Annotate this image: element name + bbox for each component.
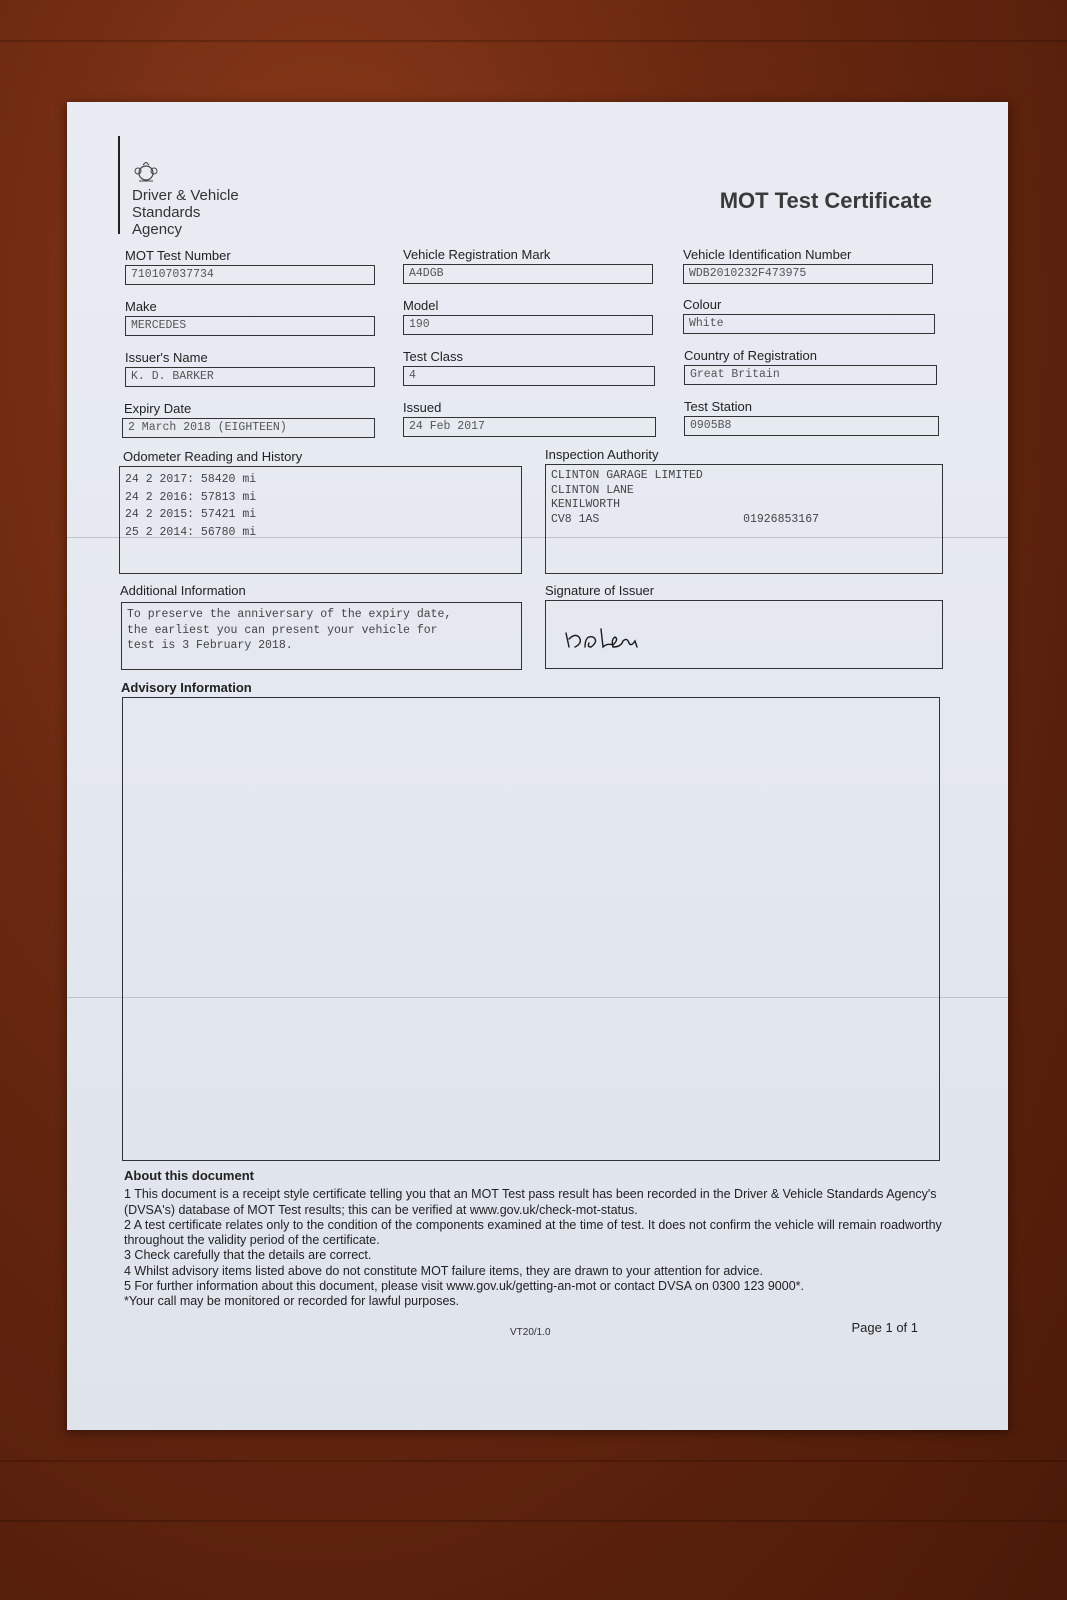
signature-label: Signature of Issuer: [545, 583, 655, 598]
royal-crest-icon: [133, 162, 159, 184]
mot-certificate-page: [67, 102, 1008, 1430]
colour-field: White: [683, 314, 935, 334]
advisory-box: [122, 697, 940, 1161]
registration-mark-field: A4DGB: [403, 264, 653, 284]
document-title: MOT Test Certificate: [719, 188, 932, 213]
vin-label: Vehicle Identification Number: [683, 247, 852, 262]
mot-test-number-field: 710107037734: [125, 265, 375, 285]
odometer-entry: 24 2 2017: 58420 mi: [125, 473, 257, 486]
about-footnote: *Your call may be monitored or recorded for lawful purposes.: [124, 1294, 460, 1309]
agency-bar: [118, 136, 120, 234]
issued-label: Issued: [403, 400, 442, 415]
country-label: Country of Registration: [684, 348, 817, 363]
postcode: CV8 1AS: [551, 512, 600, 526]
expiry-date-label: Expiry Date: [124, 401, 192, 416]
about-item: 4 Whilst advisory items listed above do not constitute MOT failure items, they are drawn to your attention for advice.: [124, 1263, 763, 1278]
about-item: 3 Check carefully that the details are correct.: [124, 1248, 372, 1263]
page-indicator: Page 1 of 1: [851, 1320, 918, 1335]
about-item: 2 A test certificate relates only to the condition of the components examined at the time of test. It does not confirm the vehicle will remain roadworthy throughout the validity period of the certificate.: [124, 1217, 942, 1248]
registration-mark-label: Vehicle Registration Mark: [403, 247, 551, 262]
make-field: MERCEDES: [125, 316, 375, 336]
inspection-authority-box: CLINTON GARAGE LIMITED CLINTON LANE KENILWORTH CV8 1AS 01926853167: [545, 464, 943, 574]
test-class-label: Test Class: [403, 349, 463, 364]
test-class-field: 4: [403, 366, 655, 386]
odometer-entry: 25 2 2014: 56780 mi: [125, 525, 257, 539]
vin-field: WDB2010232F473975: [683, 264, 933, 284]
about-heading: About this document: [124, 1168, 254, 1183]
odometer-entry: 24 2 2016: 57813 mi: [125, 490, 257, 504]
advisory-label: Advisory Information: [121, 680, 252, 695]
expiry-date-field: 2 March 2018 (EIGHTEEN): [122, 418, 375, 438]
additional-info-label: Additional Information: [120, 583, 246, 598]
issued-field: 24 Feb 2017: [403, 417, 656, 437]
agency-name: Driver & Vehicle Standards Agency: [132, 187, 239, 238]
odometer-label: Odometer Reading and History: [123, 449, 303, 464]
additional-info-box: To preserve the anniversary of the expiry date, the earliest you can present your vehicle for test is 3 February 2018.: [121, 602, 522, 670]
signature-box: [545, 600, 943, 669]
model-label: Model: [403, 298, 439, 313]
phone-number: 01926853167: [743, 512, 819, 526]
about-section: [124, 1168, 944, 1310]
make-label: Make: [125, 299, 157, 314]
mot-test-number-label: MOT Test Number: [125, 248, 231, 263]
issuer-name-field: K. D. BARKER: [125, 367, 375, 387]
odometer-history: [119, 466, 522, 574]
issuer-name-label: Issuer's Name: [125, 350, 208, 365]
about-item: 5 For further information about this document, please visit www.gov.uk/getting-an-mot or contact DVSA on 0300 123 9000*.: [124, 1279, 805, 1294]
test-station-field: 0905B8: [684, 416, 939, 436]
issuer-signature: [563, 625, 653, 653]
odometer-entry: 24 2 2015: 57421 mi: [125, 508, 257, 521]
colour-label: Colour: [683, 297, 722, 312]
form-reference: VT20/1.0: [510, 1327, 551, 1338]
inspection-authority-label: Inspection Authority: [545, 447, 659, 462]
test-station-label: Test Station: [684, 399, 752, 414]
about-item: 1 This document is a receipt style certificate telling you that an MOT Test pass result has been recorded in the Driver & Vehicle Standards Agency's (DVSA's) database of MOT Test results; this can be verified at www.gov.uk/check-mot-status.: [124, 1187, 937, 1217]
country-field: Great Britain: [684, 365, 937, 385]
model-field: 190: [403, 315, 653, 335]
